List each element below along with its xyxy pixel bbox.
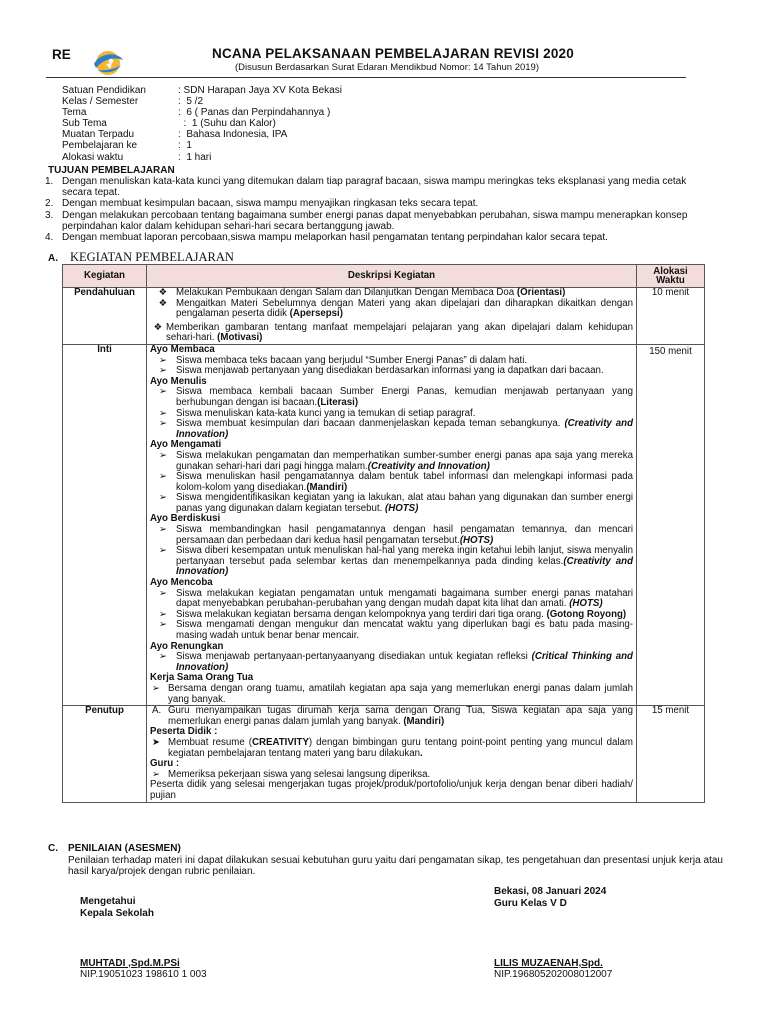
arrow-bullet-icon: ➢ [152,768,161,780]
mengetahui-label: Mengetahui [80,896,136,907]
arrow-bullet-icon: ➢ [158,587,168,599]
info-value: : 5 /2 [178,96,204,108]
item-text: Guru menyampaikan tugas dirumah kerja sama dengan Orang Tua, Siswa kegiatan apa saja yang memerlukan energi panas dalam jumlah yang banyak. [168,705,633,727]
item-tag: (Creativity and Innovation) [367,460,490,472]
group-title: Ayo Mengamati [150,439,222,451]
group-title: Peserta Didik : [150,726,218,738]
arrow-bullet-icon: ➤ [152,736,161,748]
item-text: Siswa menuliskan hasil pengamatannya dalam bentuk tabel informasi dan melengkapi informasi pada kolom-kolom yang disediakan. [176,471,633,493]
tujuan-list [45,176,710,243]
arrow-bullet-icon: ➢ [158,365,168,377]
school-logo-icon [90,48,126,78]
group-title: Kerja Sama Orang Tua [150,672,254,684]
diamond-bullet-icon: ❖ [158,297,168,309]
list-number: 2. [45,198,54,210]
table-row [63,706,705,802]
guru-nip: NIP.196805202008012007 [494,969,613,980]
row-description [147,288,637,345]
list-item [150,419,633,440]
item-tag: (Critical Thinking and Innovation) [176,651,633,673]
section-title: KEGIATAN PEMBELAJARAN [70,250,234,264]
place-date: Bekasi, 08 Januari 2024 [494,886,607,897]
item-text: Siswa menjawab pertanyaan yang disediakan berdasarkan informasi yang ia dapatkan dari bacaan. [176,365,604,377]
list-item [150,589,633,610]
item-tag: (Orientasi) [516,287,566,298]
row-description [147,344,637,705]
list-item [150,387,633,408]
item-text: Bersama dengan orang tuamu, amatilah kegiatan apa saja yang memerlukan energi panas dalam jumlah yang banyak. [168,682,633,705]
identity-info [62,85,342,163]
info-value: : 6 ( Panas dan Perpindahannya ) [178,107,331,119]
item-tag: (HOTS) [569,598,603,610]
info-key: Muatan Terpadu [62,129,135,141]
diamond-bullet-icon: ❖ [158,287,168,298]
item-text: Siswa mengamati dengan mengukur dan mencatat waktu yang diperlukan bagi es batu pada masing-masing wadah untuk benar benar mencair. [176,619,633,641]
group-title: Ayo Berdiskusi [150,513,221,525]
group-title: Guru : [150,758,180,770]
item-text: Siswa membandingkan hasil pengamatannya dengan hasil pengamatan temannya, dan mencari persamaan dan perbedaan dari kedua hasil pengamatan tersebut. [176,524,633,546]
header-re-fragment: RE [52,47,71,62]
list-number: 3. [45,209,54,221]
arrow-bullet-icon: ➢ [158,386,168,398]
kepala-name: MUHTADI ,Spd.M.PSi [80,958,180,969]
section-a-heading [48,250,234,265]
section-c-heading [48,843,181,854]
item-tag: (Apersepsi) [289,308,343,320]
page-subtitle: (Disusun Berdasarkan Surat Edaran Mendikbud Nomor: 14 Tahun 2019) [235,62,539,73]
item-tag: (Literasi) [317,396,359,408]
list-item [150,684,633,705]
row-label: Inti [63,344,147,705]
header-deskripsi: Deskripsi Kegiatan [147,265,637,288]
info-key: Satuan Pendidikan [62,85,146,96]
arrow-bullet-icon: ➢ [158,449,168,461]
arrow-bullet-icon: ➢ [158,418,168,430]
header-kegiatan: Kegiatan [63,265,147,288]
row-time: 150 menit [637,344,705,705]
kepala-nip: NIP.19051023 198610 1 003 [80,969,207,980]
info-key: Alokasi waktu [62,151,124,163]
item-text: Siswa menuliskan kata-kata kunci yang ia temukan di setiap paragraf. [176,407,476,419]
table-header-row [63,265,705,288]
list-item [150,323,633,344]
list-letter: A. [152,705,162,717]
arrow-bullet-icon: ➢ [158,354,168,366]
list-item [150,706,633,727]
item-text: Siswa membuat kesimpulan dari bacaan danmenjelaskan kepada teman sebangkunya. [176,418,565,430]
header-alokasi: Alokasi Waktu [637,265,705,288]
list-item [150,366,633,377]
item-text: Mengaitkan Materi Sebelumnya dengan Materi yang akan dipelajari dan diharapkan dikaitkan dengan pengalaman peserta didik [176,297,633,320]
tujuan-heading: TUJUAN PEMBELAJARAN [48,165,175,176]
list-item [45,210,710,232]
list-text: Dengan melakukan percobaan tentang bagaimana sumber energi panas dapat menyebabkan perubahan, siswa mampu menerapkan konsep perpindahan kalor dalam kehidupan sehari-hari secara bertanggung jawab. [62,209,688,232]
item-text: Siswa diberi kesempatan untuk menuliskan hal-hal yang mereka ingin ketahui lebih lanjut, siswa menyalin pertanyaan tersebut pada selembar kertas dan menempelkannya pada dinding kelas. [176,545,633,567]
table-row [63,344,705,705]
arrow-bullet-icon: ➢ [158,492,168,504]
list-item [150,472,633,493]
item-tag: (HOTS) [384,502,419,514]
list-item [150,652,633,673]
item-tag: (HOTS) [459,534,494,546]
info-key: Pembelajaran ke [62,140,138,152]
item-tag: (Mandiri) [403,715,445,727]
list-text: Dengan membuat kesimpulan bacaan, siswa mampu menyajikan ringkasan teks secara tepat. [62,198,479,210]
arrow-bullet-icon: ➢ [158,608,168,620]
info-key: Sub Tema [62,118,107,130]
list-item [45,232,710,243]
arrow-bullet-icon: ➢ [158,471,168,483]
list-number: 1. [45,176,54,187]
group-title: Ayo Membaca [150,343,215,355]
list-item [150,299,633,320]
item-tag: (Creativity and Innovation) [176,555,634,578]
item-end: . [420,747,423,759]
item-tag: (Mandiri) [306,481,348,493]
section-letter: C. [48,843,58,854]
info-value: : Bahasa Indonesia, IPA [178,129,288,141]
item-text: Siswa menjawab pertanyaan-pertanyaanyang disediakan untuk kegiatan refleksi [176,651,532,663]
list-item [45,176,710,198]
item-tag: (Motivasi) [217,332,263,344]
info-key: Tema [62,107,87,119]
list-number: 4. [45,232,54,244]
item-text: Memberikan gambaran tentang manfaat mempelajari pelajaran yang akan dipelajari dalam kehidupan sehari-hari. [166,321,633,344]
info-value: : 1 (Suhu dan Kalor) [178,118,276,130]
list-item [150,546,633,578]
row-label: Penutup [63,706,147,802]
section-title: PENILAIAN (ASESMEN) [68,843,181,854]
item-text: Siswa membaca teks bacaan yang berjudul “Sumber Energi Panas” di dalam hati. [176,354,528,366]
guru-role: Guru Kelas V D [494,898,567,909]
info-key: Kelas / Semester [62,96,139,108]
guru-name: LILIS MUZAENAH,Spd. [494,958,603,969]
list-item [150,738,633,759]
list-item [45,198,710,209]
arrow-bullet-icon: ➢ [158,407,168,419]
group-title: Ayo Mencoba [150,577,213,589]
row-time: 15 menit [637,706,705,802]
group-title: Ayo Renungkan [150,640,224,652]
list-item [150,451,633,472]
penilaian-text: Penilaian terhadap materi ini dapat dilakukan sesuai kebutuhan guru yaitu dari pengamatan sikap, tes pengetahuan dan presentasi unjuk kerja atau hasil karya/projek dengan rubric penilaian. [68,855,723,877]
item-text: Siswa mengidentifikasikan kegiatan yang ia lakukan, alat atau bahan yang digunakan dan sumber energi panas yang digunakan dalam kegiatan tersebut. [176,492,633,514]
item-tag: (Gotong Royong) [546,608,627,620]
item-text: ) dengan bimbingan guru tentang point-point penting yang muncul dalam kegiatan pembelajaran tentang materi yang baru dilakukan [168,736,633,759]
arrow-bullet-icon: ➢ [158,524,168,536]
kepala-role: Kepala Sekolah [80,908,154,919]
info-value: : SDN Harapan Jaya XV Kota Bekasi [178,85,342,96]
item-text: Melakukan Pembukaan dengan Salam dan Dilanjutkan Dengan Membaca Doa [176,287,517,298]
table-row [63,288,705,345]
page-title: NCANA PELAKSANAAN PEMBELAJARAN REVISI 2020 [212,46,574,61]
info-value: : 1 hari [178,151,212,163]
list-item [150,525,633,546]
item-text: Memeriksa pekerjaan siswa yang selesai langsung diperiksa. [168,768,431,780]
item-text: Membuat resume ( [168,736,253,748]
item-text: Siswa melakukan pengamatan dan memperhatikan sumber-sumber energi panas apa saja yang mereka gunakan sehari-hari dari pagi hingga malam. [176,449,633,472]
list-text: Dengan menuliskan kata-kata kunci yang ditemukan dalam tiap paragraf bacaan, siswa mampu meringkas teks eksplanasi yang media cetak secara tepat. [62,176,687,199]
list-text: Dengan membuat laporan percobaan,siswa mampu melaporkan hasil pengamatan tentang perpindahan kalor secara tepat. [62,232,608,244]
list-item [150,493,633,514]
row-time: 10 menit [637,288,705,345]
row-description [147,706,637,802]
arrow-bullet-icon: ➢ [158,651,168,663]
arrow-bullet-icon: ➢ [158,545,168,557]
header-divider [46,77,686,78]
list-item [150,620,633,641]
item-text: Siswa melakukan kegiatan bersama dengan kelompoknya yang terdiri dari tiga orang. [176,608,547,620]
item-text: Siswa membaca kembali bacaan Sumber Energi Panas, kemudian menjawab pertanyaan yang berhubungan dengan isi bacaan. [176,386,633,408]
info-value: : 1 [178,140,192,152]
group-title: Ayo Menulis [150,375,207,387]
section-letter: A. [48,253,58,264]
item-tag: (Creativity and Innovation) [176,418,634,440]
item-tag: CREATIVITY [252,736,309,748]
item-text: Siswa melakukan kegiatan pengamatan untuk mengamati bagaimana sumber energi panas matahari dapat menyebabkan perubahan-perubahan yang dengan mudah dapat kita lihat dan amati. [176,587,633,610]
arrow-bullet-icon: ➢ [158,619,168,631]
activity-table [62,264,705,803]
closing-text: Peserta didik yang selesai mengerjakan tugas projek/produk/portofolio/unjuk kerja dengan benar diberi hadiah/ pujian [150,779,633,801]
row-label: Pendahuluan [63,288,147,345]
arrow-bullet-icon: ➢ [152,682,161,694]
diamond-bullet-icon: ❖ [153,321,163,333]
